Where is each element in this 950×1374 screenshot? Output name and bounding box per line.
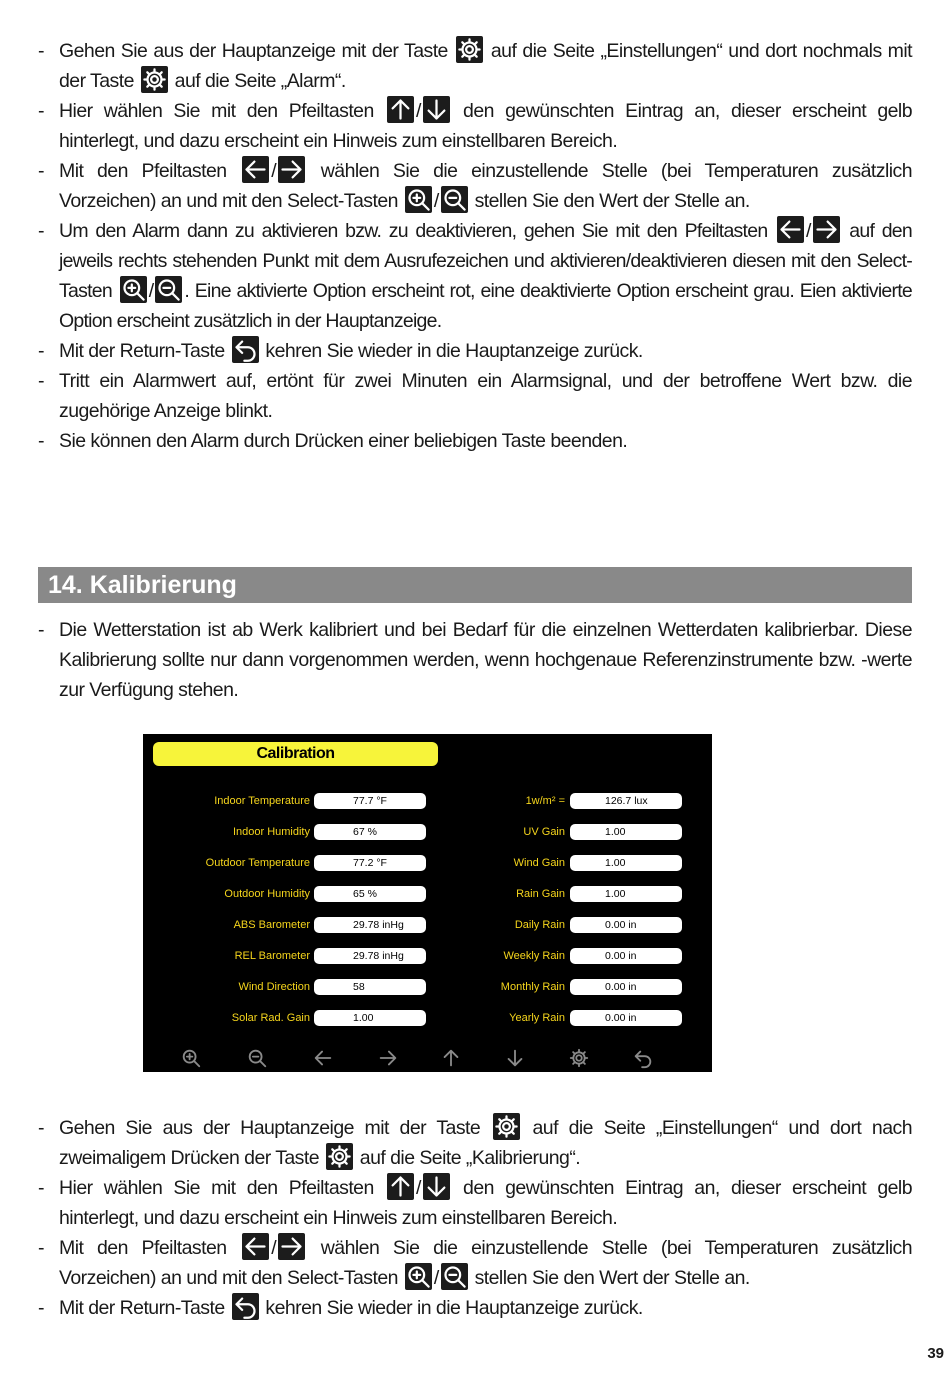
- text-run: stellen Sie den Wert der Stelle an.: [469, 1267, 750, 1289]
- calibration-label: Indoor Temperature: [214, 795, 310, 807]
- calibration-value-field[interactable]: 1.00: [570, 855, 682, 871]
- text-run: Hier wählen Sie mit den Pfeiltasten: [59, 1177, 385, 1199]
- text-run: auf die Seite „Alarm“.: [169, 70, 346, 92]
- calibration-value-field[interactable]: 29.78 inHg: [314, 917, 426, 933]
- page-number: 39: [927, 1345, 944, 1362]
- bullet-dash: -: [38, 160, 44, 182]
- arrow-right-icon[interactable]: [377, 1047, 399, 1069]
- text-run: /: [415, 100, 421, 122]
- list-item: [38, 36, 912, 96]
- arrow-down-icon[interactable]: [504, 1047, 526, 1069]
- text-run: kehren Sie wieder in die Hauptanzeige zurück.: [260, 340, 643, 362]
- list-item: [38, 96, 912, 156]
- arrow-left-icon[interactable]: [312, 1047, 334, 1069]
- text-run: wählen Sie die einzustellende Stelle (bei Temperaturen zusätzlich Vorzeichen) an und mit den Select-Tasten: [59, 1237, 913, 1289]
- text-run: /: [806, 220, 811, 242]
- list-item: [38, 366, 912, 426]
- return-icon[interactable]: [632, 1047, 654, 1069]
- text-run: stellen Sie den Wert der Stelle an.: [469, 190, 750, 212]
- return-icon: [232, 336, 259, 363]
- text-run: den gewünschten Eintrag an, dieser erscheint gelb hinterlegt, und dazu erscheint ein Hinweis zum einstellbaren Bereich.: [59, 1177, 912, 1229]
- bullet-dash: -: [38, 220, 44, 242]
- zoom-out-icon: [441, 186, 468, 213]
- list-item: [38, 615, 912, 705]
- arrow-right-icon: [278, 1233, 305, 1260]
- bullet-dash: -: [38, 1117, 44, 1139]
- arrow-left-icon: [242, 1233, 269, 1260]
- calibration-label: Wind Direction: [238, 981, 310, 993]
- calibration-value-field[interactable]: 1.00: [570, 886, 682, 902]
- text-run: . Eine aktivierte Option erscheint rot, eine deaktivierte Option erscheint grau. Eien aktivierte Option erscheint zusätzlich in der Hauptanzeige.: [59, 280, 912, 332]
- list-item: [38, 1233, 912, 1293]
- text-run: Gehen Sie aus der Hauptanzeige mit der Taste: [59, 1117, 491, 1139]
- list-item: [38, 216, 912, 336]
- text-run: auf die Seite „Einstellungen“ und dort nach zweimaligem Drücken der Taste: [59, 1117, 912, 1169]
- zoom-in-icon[interactable]: [180, 1047, 202, 1069]
- text-run: /: [415, 1177, 421, 1199]
- gear-icon: [141, 66, 168, 93]
- calibration-label: Solar Rad. Gain: [231, 1012, 310, 1024]
- arrow-down-icon: [423, 1173, 450, 1200]
- calibration-label: ABS Barometer: [233, 919, 310, 931]
- calibration-value-field[interactable]: 29.78 inHg: [314, 948, 426, 964]
- calibration-instructions: [0, 1113, 950, 1323]
- text-run: auf die Seite „Einstellungen“ und dort nochmals mit der Taste: [59, 40, 912, 92]
- arrow-up-icon: [387, 1173, 414, 1200]
- text-run: Sie können den Alarm durch Drücken einer beliebigen Taste beenden.: [59, 430, 628, 452]
- list-item: [38, 336, 912, 366]
- bullet-dash: -: [38, 619, 44, 641]
- zoom-out-icon: [155, 276, 182, 303]
- gear-icon: [493, 1113, 520, 1140]
- arrow-up-icon[interactable]: [440, 1047, 462, 1069]
- calibration-label: Wind Gain: [513, 857, 565, 869]
- bullet-dash: -: [38, 1177, 44, 1199]
- calibration-label: REL Barometer: [234, 950, 310, 962]
- text-run: Tritt ein Alarmwert auf, ertönt für zwei Minuten ein Alarmsignal, und der betroffene Wert bzw. die zugehörige Anzeige blinkt.: [59, 370, 912, 422]
- text-run: auf den jeweils rechts stehenden Punkt mit dem Ausrufezeichen und aktivieren/deaktivieren diesen mit den Select-Tasten: [59, 220, 913, 302]
- bullet-dash: -: [38, 1237, 44, 1259]
- calibration-label: Indoor Humidity: [232, 826, 310, 838]
- arrow-left-icon: [242, 156, 269, 183]
- zoom-out-icon: [441, 1263, 468, 1290]
- text-run: /: [271, 1237, 277, 1259]
- arrow-up-icon: [387, 96, 414, 123]
- bullet-dash: -: [38, 430, 44, 452]
- calibration-value-field[interactable]: 0.00 in: [570, 917, 682, 933]
- calibration-value-field[interactable]: 67 %: [314, 824, 426, 840]
- arrow-right-icon: [813, 216, 840, 243]
- text-run: /: [433, 190, 439, 212]
- gear-icon: [456, 36, 483, 63]
- bullet-dash: -: [38, 1297, 44, 1319]
- calibration-title: Calibration: [153, 742, 438, 766]
- text-run: Gehen Sie aus der Hauptanzeige mit der Taste: [59, 40, 454, 62]
- text-run: Mit der Return-Taste: [59, 1297, 230, 1319]
- bullet-dash: -: [38, 370, 44, 392]
- calibration-value-field[interactable]: 1.00: [570, 824, 682, 840]
- arrow-right-icon: [278, 156, 305, 183]
- text-run: Um den Alarm dann zu aktivieren bzw. zu deaktivieren, gehen Sie mit den Pfeiltasten: [59, 220, 776, 242]
- list-item: [38, 156, 912, 216]
- zoom-in-icon: [120, 276, 147, 303]
- calibration-value-field[interactable]: 65 %: [314, 886, 426, 902]
- zoom-in-icon: [405, 186, 432, 213]
- gear-icon: [326, 1143, 353, 1170]
- calibration-value-field[interactable]: 0.00 in: [570, 948, 682, 964]
- calibration-label: Outdoor Temperature: [205, 857, 310, 869]
- text-run: auf die Seite „Kalibrierung“.: [354, 1147, 581, 1169]
- text-run: wählen Sie die einzustellende Stelle (bei Temperaturen zusätzlich Vorzeichen) an und mit den Select-Tasten: [59, 160, 913, 212]
- zoom-in-icon: [405, 1263, 432, 1290]
- list-item: [38, 1173, 912, 1233]
- calibration-label: UV Gain: [523, 826, 565, 838]
- text-run: den gewünschten Eintrag an, dieser erscheint gelb hinterlegt, und dazu erscheint ein Hinweis zum einstellbaren Bereich.: [59, 100, 912, 152]
- calibration-label: Rain Gain: [516, 888, 565, 900]
- text-run: Mit den Pfeiltasten: [59, 1237, 241, 1259]
- zoom-out-icon[interactable]: [246, 1047, 268, 1069]
- text-run: Mit der Return-Taste: [59, 340, 230, 362]
- calibration-intro: [0, 615, 950, 705]
- text-run: Hier wählen Sie mit den Pfeiltasten: [59, 100, 385, 122]
- arrow-down-icon: [423, 96, 450, 123]
- return-icon: [232, 1293, 259, 1320]
- list-item: [38, 426, 912, 456]
- text-run: /: [271, 160, 277, 182]
- calibration-label: Outdoor Humidity: [224, 888, 310, 900]
- calibration-label: Weekly Rain: [503, 950, 565, 962]
- calibration-label: 1w/m² =: [525, 795, 565, 807]
- bullet-dash: -: [38, 100, 44, 122]
- calibration-value-field[interactable]: 126.7 lux: [570, 793, 682, 809]
- arrow-left-icon: [777, 216, 804, 243]
- calibration-screen: [143, 734, 712, 1072]
- calibration-value-field[interactable]: 77.7 °F: [314, 793, 426, 809]
- bullet-dash: -: [38, 40, 44, 62]
- bullet-dash: -: [38, 340, 44, 362]
- calibration-label: Monthly Rain: [500, 981, 565, 993]
- calibration-value-field[interactable]: 0.00 in: [570, 1010, 682, 1026]
- text-run: /: [433, 1267, 439, 1289]
- text-run: Die Wetterstation ist ab Werk kalibriert und bei Bedarf für die einzelnen Wetterdaten kalibrierbar. Diese Kalibrierung sollte nur dann vorgenommen werden, wenn hochgenaue Referenzinstrumente bzw. -werte zur Verfügung stehen.: [59, 619, 912, 701]
- calibration-value-field[interactable]: 77.2 °F: [314, 855, 426, 871]
- calibration-value-field[interactable]: 0.00 in: [570, 979, 682, 995]
- calibration-value-field[interactable]: 1.00: [314, 1010, 426, 1026]
- text-run: kehren Sie wieder in die Hauptanzeige zurück.: [260, 1297, 643, 1319]
- list-item: [38, 1113, 912, 1173]
- calibration-label: Daily Rain: [514, 919, 565, 931]
- text-run: Mit den Pfeiltasten: [59, 160, 241, 182]
- calibration-label: Yearly Rain: [509, 1012, 565, 1024]
- gear-icon[interactable]: [568, 1047, 590, 1069]
- calibration-value-field[interactable]: 58: [314, 979, 426, 995]
- list-item: [38, 1293, 912, 1323]
- text-run: /: [148, 280, 154, 302]
- alarm-instructions: [0, 36, 950, 456]
- section-heading: 14. Kalibrierung: [38, 567, 912, 603]
